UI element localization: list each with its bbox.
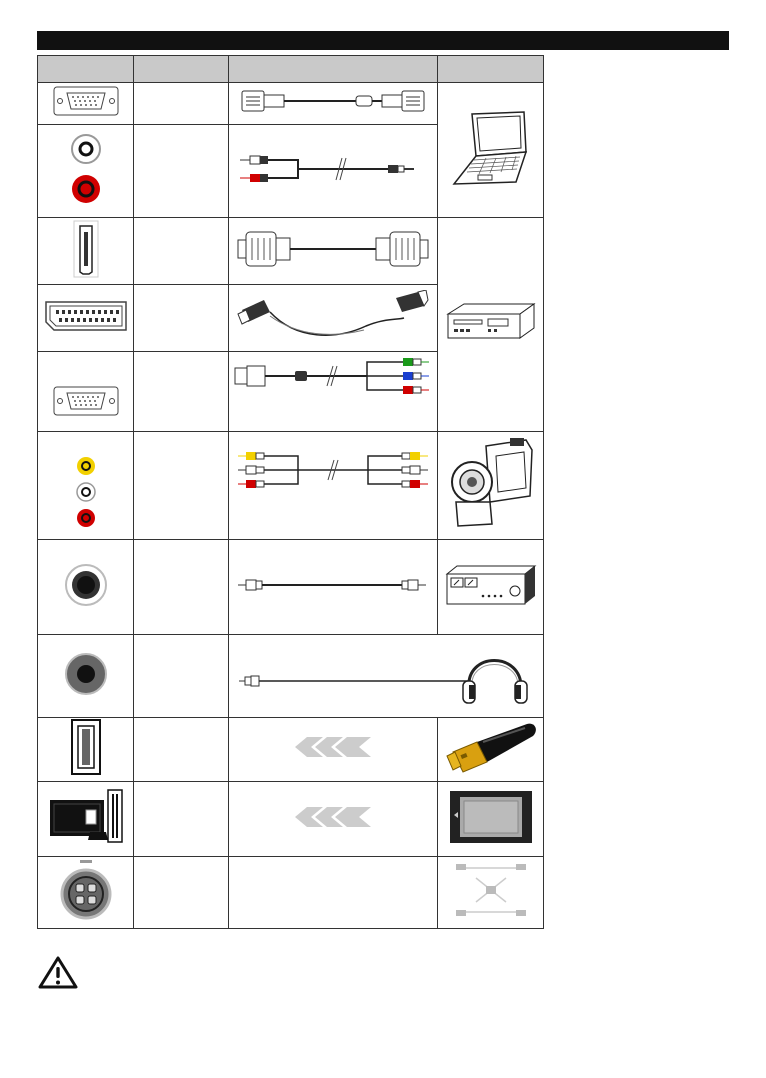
audio-rca-jack-icon — [66, 127, 106, 211]
header-type — [134, 56, 229, 83]
warning-note — [37, 955, 729, 995]
connector-cell — [38, 352, 134, 432]
headphone-cable-icon — [237, 641, 537, 707]
cable-cell — [229, 857, 438, 929]
device-cell — [438, 718, 544, 782]
insert-arrows-icon — [293, 805, 373, 829]
vga-port-icon — [53, 86, 119, 116]
cable-cell — [229, 782, 438, 857]
device-cell — [438, 540, 544, 635]
page-title-bar — [37, 31, 729, 50]
cable-cell — [229, 635, 544, 718]
headphone-jack-icon — [64, 652, 108, 696]
coaxial-spdif-port-icon — [64, 563, 108, 607]
table-row — [38, 857, 544, 929]
scart-port-icon — [44, 300, 128, 332]
header-cables — [229, 56, 438, 83]
connector-cell — [38, 782, 134, 857]
type-cell — [134, 782, 229, 857]
cable-cell — [229, 352, 438, 432]
av-cable-icon — [236, 448, 430, 492]
dvd-player-icon — [444, 302, 538, 342]
type-cell — [134, 635, 229, 718]
connector-cell — [38, 718, 134, 782]
vga-cable-icon — [238, 85, 428, 117]
type-cell — [134, 718, 229, 782]
hdmi-cable-icon — [236, 222, 430, 276]
type-cell — [134, 432, 229, 540]
component-cable-icon — [233, 354, 433, 398]
connector-cell — [38, 635, 134, 718]
headphones-icon — [463, 660, 527, 703]
type-cell — [134, 540, 229, 635]
cable-cell — [229, 125, 438, 218]
connector-cell — [38, 432, 134, 540]
table-row — [38, 718, 544, 782]
warning-triangle-icon — [37, 955, 79, 991]
header-device — [438, 56, 544, 83]
component-port-icon — [53, 386, 119, 416]
type-cell — [134, 218, 229, 285]
connector-cell — [38, 285, 134, 352]
cable-cell — [229, 540, 438, 635]
laptop-icon — [446, 108, 536, 188]
scart-cable-icon — [236, 290, 430, 342]
connector-cell — [38, 540, 134, 635]
audio-cable-icon — [238, 144, 428, 194]
cable-cell — [229, 83, 438, 125]
type-cell — [134, 352, 229, 432]
amplifier-icon — [443, 564, 539, 606]
type-cell — [134, 285, 229, 352]
coaxial-cable-icon — [236, 575, 430, 595]
connector-cell — [38, 83, 134, 125]
ci-slot-icon — [46, 788, 126, 846]
ci-module-icon — [446, 787, 536, 847]
device-cell — [438, 857, 544, 929]
satellite-switch-icon — [446, 858, 536, 922]
av-rca-jacks-icon — [71, 452, 101, 532]
cable-cell — [229, 432, 438, 540]
connector-cell — [38, 218, 134, 285]
connections-table — [37, 55, 544, 929]
insert-arrows-icon — [293, 735, 373, 759]
table-row — [38, 218, 544, 285]
table-row — [38, 782, 544, 857]
table-header-row — [38, 56, 544, 83]
type-cell — [134, 857, 229, 929]
camcorder-icon — [446, 436, 536, 530]
table-row — [38, 635, 544, 718]
device-cell — [438, 218, 544, 432]
connector-cell — [38, 125, 134, 218]
type-cell — [134, 83, 229, 125]
table-row — [38, 540, 544, 635]
type-cell — [134, 125, 229, 218]
device-cell — [438, 432, 544, 540]
lnb-satellite-port-icon — [54, 858, 118, 922]
cable-cell — [229, 718, 438, 782]
device-cell — [438, 782, 544, 857]
hdmi-port-icon — [73, 220, 99, 278]
table-row — [38, 83, 544, 125]
usb-port-icon — [71, 719, 101, 775]
cable-cell — [229, 285, 438, 352]
cable-cell — [229, 218, 438, 285]
usb-stick-icon — [443, 720, 539, 774]
connector-cell — [38, 857, 134, 929]
device-cell — [438, 83, 544, 218]
header-connector — [38, 56, 134, 83]
table-row — [38, 432, 544, 540]
